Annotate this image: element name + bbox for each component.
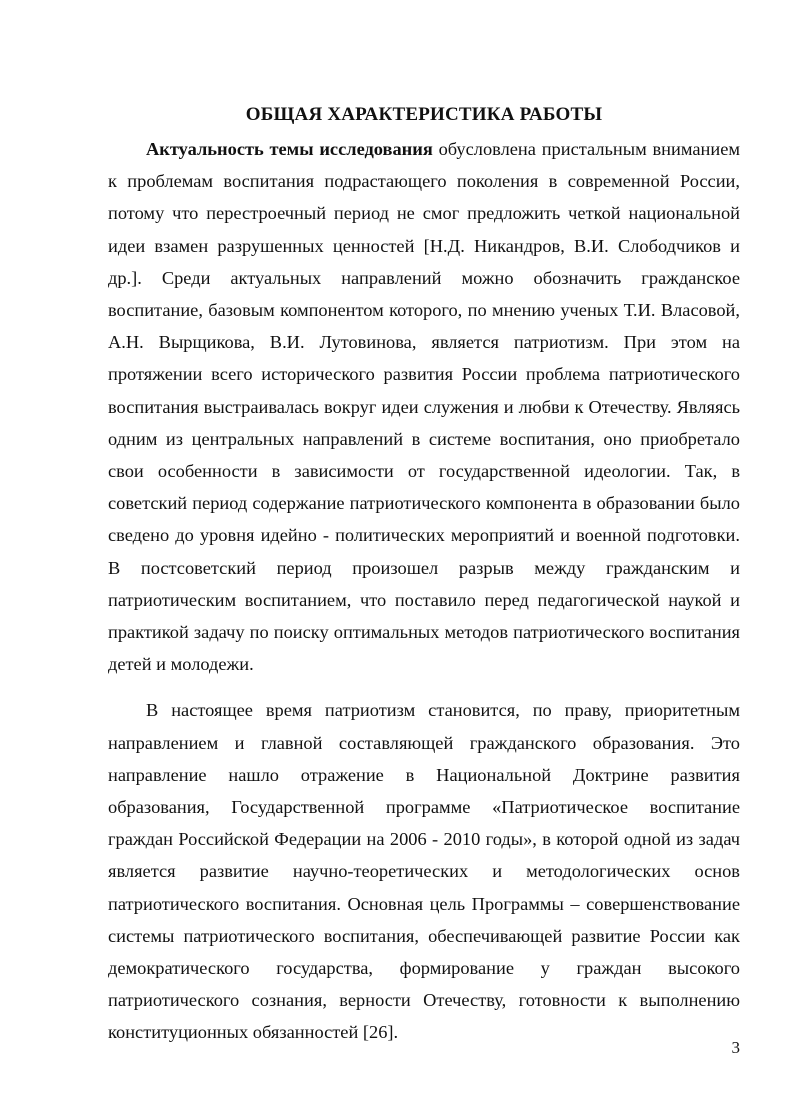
body-text (108, 133, 740, 1063)
paragraph-patriotism-program (108, 694, 740, 1048)
paragraph-lead: Актуальность темы исследования (146, 139, 433, 159)
paragraph-text: обусловлена пристальным вниманием к проблемам воспитания подрастающего поколения в современной России, потому что перестроечный период не смог предложить четкой национальной идеи взамен разрушенных ценностей [Н.Д. Никандров, В.И. Слободчиков и др.]. Среди актуальных направлений можно обозначить гражданское воспитание, базовым компонентом которого, по мнению ученых Т.И. Власовой, А.Н. Вырщикова, В.И. Лутовинова, является патриотизм. При этом на протяжении всего исторического развития России проблема патриотического воспитания выстраивалась вокруг идеи служения и любви к Отечеству. Являясь одним из центральных направлений в системе воспитания, оно приобретало свои особенности в зависимости от государственной идеологии. Так, в советский период содержание патриотического компонента в образовании было сведено до уровня идейно - политических мероприятий и военной подготовки. В постсоветский период произошел разрыв между гражданским и патриотическим воспитанием, что поставило перед педагогической наукой и практикой задачу по поиску оптимальных методов патриотического воспитания детей и молодежи. (108, 139, 741, 675)
paragraph-text: В настоящее время патриотизм становится, по праву, приоритетным направлением и главной составляющей гражданского образования. Это направление нашло отражение в Национальной Доктрине развития образования, Государственной программе «Патриотическое воспитание граждан Российской Федерации на 2006 - 2010 годы», в которой одной из задач является развитие научно-теоретических и методологических основ патриотического воспитания. Основная цель Программы – совершенствование системы патриотического воспитания, обеспечивающей развитие России как демократического государства, формирование у граждан высокого патриотического сознания, верности Отечеству, готовности к выполнению конституционных обязанностей [26]. (108, 700, 740, 1043)
section-title: ОБЩАЯ ХАРАКТЕРИСТИКА РАБОТЫ (245, 104, 603, 125)
page-number: 3 (731, 1038, 740, 1057)
paragraph-relevance (108, 133, 740, 680)
